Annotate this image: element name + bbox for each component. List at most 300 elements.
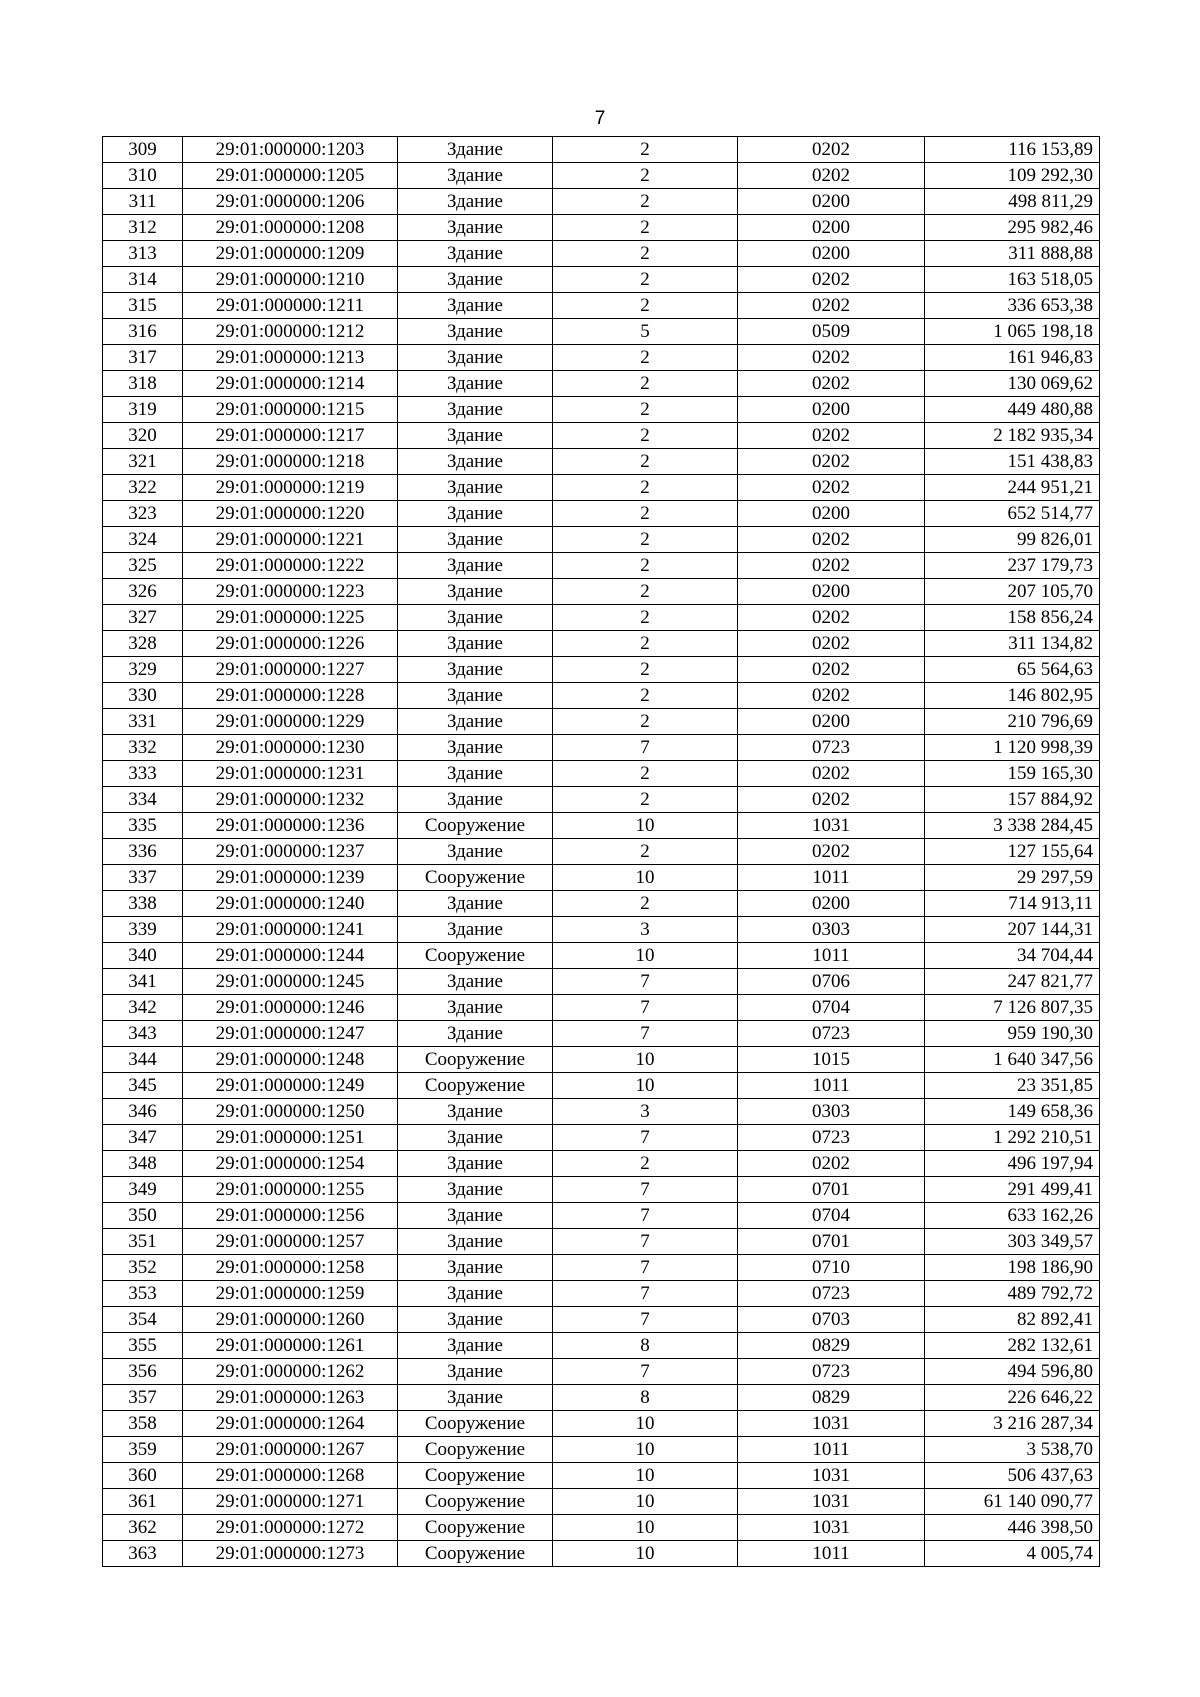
cadastral-value-cell: 336 653,38 [925,293,1100,319]
row-number-cell: 345 [103,1073,183,1099]
object-type-cell: Здание [398,1385,553,1411]
code-cell: 0202 [738,475,925,501]
cadastral-number-cell: 29:01:000000:1247 [183,1021,398,1047]
cadastral-value-cell: 61 140 090,77 [925,1489,1100,1515]
object-type-cell: Сооружение [398,1073,553,1099]
cadastral-number-cell: 29:01:000000:1203 [183,137,398,163]
cadastral-value-cell: 291 499,41 [925,1177,1100,1203]
group-cell: 2 [553,839,738,865]
cadastral-number-cell: 29:01:000000:1271 [183,1489,398,1515]
cadastral-number-cell: 29:01:000000:1240 [183,891,398,917]
object-type-cell: Здание [398,1203,553,1229]
object-type-cell: Здание [398,137,553,163]
table-row [103,969,1100,995]
cadastral-number-cell: 29:01:000000:1215 [183,397,398,423]
object-type-cell: Здание [398,735,553,761]
table-row [103,1359,1100,1385]
row-number-cell: 354 [103,1307,183,1333]
cadastral-number-cell: 29:01:000000:1250 [183,1099,398,1125]
group-cell: 2 [553,657,738,683]
group-cell: 2 [553,631,738,657]
table-row [103,1515,1100,1541]
cadastral-value-cell: 146 802,95 [925,683,1100,709]
row-number-cell: 350 [103,1203,183,1229]
table-row [103,163,1100,189]
cadastral-number-cell: 29:01:000000:1231 [183,761,398,787]
cadastral-value-cell: 158 856,24 [925,605,1100,631]
row-number-cell: 359 [103,1437,183,1463]
code-cell: 1031 [738,813,925,839]
code-cell: 0202 [738,163,925,189]
table-row [103,735,1100,761]
registry-table-body [103,137,1100,1567]
group-cell: 2 [553,449,738,475]
cadastral-value-cell: 3 338 284,45 [925,813,1100,839]
code-cell: 0202 [738,371,925,397]
row-number-cell: 333 [103,761,183,787]
code-cell: 0723 [738,735,925,761]
cadastral-number-cell: 29:01:000000:1263 [183,1385,398,1411]
cadastral-value-cell: 226 646,22 [925,1385,1100,1411]
cadastral-value-cell: 1 120 998,39 [925,735,1100,761]
cadastral-number-cell: 29:01:000000:1241 [183,917,398,943]
cadastral-number-cell: 29:01:000000:1261 [183,1333,398,1359]
group-cell: 2 [553,423,738,449]
code-cell: 0200 [738,189,925,215]
code-cell: 0723 [738,1359,925,1385]
cadastral-number-cell: 29:01:000000:1214 [183,371,398,397]
table-row [103,1255,1100,1281]
table-row [103,995,1100,1021]
object-type-cell: Здание [398,1307,553,1333]
cadastral-number-cell: 29:01:000000:1229 [183,709,398,735]
cadastral-number-cell: 29:01:000000:1257 [183,1229,398,1255]
cadastral-number-cell: 29:01:000000:1237 [183,839,398,865]
cadastral-number-cell: 29:01:000000:1259 [183,1281,398,1307]
table-row [103,1541,1100,1567]
table-row [103,1151,1100,1177]
table-row [103,579,1100,605]
registry-table [102,136,1100,1567]
cadastral-value-cell: 1 065 198,18 [925,319,1100,345]
cadastral-value-cell: 489 792,72 [925,1281,1100,1307]
group-cell: 10 [553,1073,738,1099]
cadastral-number-cell: 29:01:000000:1205 [183,163,398,189]
object-type-cell: Здание [398,1177,553,1203]
table-row [103,553,1100,579]
cadastral-number-cell: 29:01:000000:1246 [183,995,398,1021]
group-cell: 2 [553,501,738,527]
row-number-cell: 339 [103,917,183,943]
row-number-cell: 322 [103,475,183,501]
group-cell: 8 [553,1333,738,1359]
cadastral-value-cell: 99 826,01 [925,527,1100,553]
table-row [103,839,1100,865]
row-number-cell: 332 [103,735,183,761]
table-row [103,787,1100,813]
cadastral-value-cell: 633 162,26 [925,1203,1100,1229]
table-row [103,345,1100,371]
table-row [103,267,1100,293]
table-row [103,943,1100,969]
cadastral-number-cell: 29:01:000000:1209 [183,241,398,267]
cadastral-value-cell: 207 105,70 [925,579,1100,605]
row-number-cell: 348 [103,1151,183,1177]
row-number-cell: 313 [103,241,183,267]
group-cell: 2 [553,397,738,423]
cadastral-number-cell: 29:01:000000:1210 [183,267,398,293]
table-row [103,397,1100,423]
table-row [103,189,1100,215]
group-cell: 2 [553,709,738,735]
row-number-cell: 363 [103,1541,183,1567]
code-cell: 0200 [738,241,925,267]
cadastral-value-cell: 210 796,69 [925,709,1100,735]
cadastral-value-cell: 237 179,73 [925,553,1100,579]
row-number-cell: 317 [103,345,183,371]
cadastral-number-cell: 29:01:000000:1228 [183,683,398,709]
table-row [103,1437,1100,1463]
cadastral-number-cell: 29:01:000000:1213 [183,345,398,371]
group-cell: 2 [553,553,738,579]
cadastral-number-cell: 29:01:000000:1239 [183,865,398,891]
cadastral-number-cell: 29:01:000000:1217 [183,423,398,449]
table-row [103,371,1100,397]
group-cell: 2 [553,891,738,917]
cadastral-value-cell: 157 884,92 [925,787,1100,813]
group-cell: 7 [553,735,738,761]
object-type-cell: Здание [398,839,553,865]
code-cell: 0202 [738,787,925,813]
table-row [103,1307,1100,1333]
table-row [103,1333,1100,1359]
object-type-cell: Здание [398,1125,553,1151]
table-row [103,319,1100,345]
cadastral-value-cell: 3 538,70 [925,1437,1100,1463]
group-cell: 2 [553,579,738,605]
object-type-cell: Сооружение [398,813,553,839]
group-cell: 10 [553,1541,738,1567]
cadastral-number-cell: 29:01:000000:1262 [183,1359,398,1385]
object-type-cell: Сооружение [398,1047,553,1073]
code-cell: 0202 [738,761,925,787]
group-cell: 10 [553,1463,738,1489]
row-number-cell: 328 [103,631,183,657]
code-cell: 0202 [738,683,925,709]
code-cell: 1031 [738,1411,925,1437]
table-row [103,527,1100,553]
table-row [103,423,1100,449]
table-row [103,605,1100,631]
cadastral-value-cell: 163 518,05 [925,267,1100,293]
cadastral-value-cell: 959 190,30 [925,1021,1100,1047]
code-cell: 0706 [738,969,925,995]
row-number-cell: 352 [103,1255,183,1281]
code-cell: 0200 [738,397,925,423]
code-cell: 0202 [738,137,925,163]
table-row [103,215,1100,241]
code-cell: 0723 [738,1281,925,1307]
object-type-cell: Сооружение [398,1489,553,1515]
object-type-cell: Здание [398,891,553,917]
cadastral-number-cell: 29:01:000000:1232 [183,787,398,813]
code-cell: 1031 [738,1463,925,1489]
group-cell: 2 [553,761,738,787]
object-type-cell: Сооружение [398,943,553,969]
group-cell: 7 [553,1281,738,1307]
group-cell: 3 [553,917,738,943]
object-type-cell: Здание [398,631,553,657]
cadastral-value-cell: 3 216 287,34 [925,1411,1100,1437]
group-cell: 2 [553,293,738,319]
object-type-cell: Здание [398,319,553,345]
object-type-cell: Здание [398,969,553,995]
cadastral-number-cell: 29:01:000000:1219 [183,475,398,501]
row-number-cell: 335 [103,813,183,839]
object-type-cell: Сооружение [398,1541,553,1567]
group-cell: 7 [553,969,738,995]
cadastral-value-cell: 116 153,89 [925,137,1100,163]
table-row [103,501,1100,527]
group-cell: 5 [553,319,738,345]
code-cell: 0200 [738,501,925,527]
cadastral-value-cell: 82 892,41 [925,1307,1100,1333]
cadastral-value-cell: 29 297,59 [925,865,1100,891]
object-type-cell: Здание [398,449,553,475]
cadastral-value-cell: 127 155,64 [925,839,1100,865]
group-cell: 2 [553,683,738,709]
table-row [103,449,1100,475]
row-number-cell: 361 [103,1489,183,1515]
cadastral-value-cell: 207 144,31 [925,917,1100,943]
code-cell: 0200 [738,709,925,735]
group-cell: 2 [553,345,738,371]
group-cell: 7 [553,1021,738,1047]
object-type-cell: Здание [398,1333,553,1359]
row-number-cell: 329 [103,657,183,683]
row-number-cell: 362 [103,1515,183,1541]
cadastral-number-cell: 29:01:000000:1264 [183,1411,398,1437]
code-cell: 0829 [738,1333,925,1359]
object-type-cell: Здание [398,241,553,267]
table-row [103,1203,1100,1229]
cadastral-number-cell: 29:01:000000:1236 [183,813,398,839]
row-number-cell: 325 [103,553,183,579]
table-row [103,865,1100,891]
group-cell: 10 [553,943,738,969]
group-cell: 2 [553,215,738,241]
cadastral-number-cell: 29:01:000000:1221 [183,527,398,553]
cadastral-number-cell: 29:01:000000:1212 [183,319,398,345]
group-cell: 10 [553,1489,738,1515]
object-type-cell: Здание [398,423,553,449]
code-cell: 1011 [738,943,925,969]
code-cell: 1011 [738,1541,925,1567]
row-number-cell: 356 [103,1359,183,1385]
code-cell: 0202 [738,293,925,319]
cadastral-number-cell: 29:01:000000:1248 [183,1047,398,1073]
group-cell: 10 [553,813,738,839]
code-cell: 0701 [738,1177,925,1203]
cadastral-value-cell: 303 349,57 [925,1229,1100,1255]
code-cell: 0202 [738,839,925,865]
cadastral-value-cell: 34 704,44 [925,943,1100,969]
cadastral-value-cell: 4 005,74 [925,1541,1100,1567]
row-number-cell: 319 [103,397,183,423]
cadastral-value-cell: 247 821,77 [925,969,1100,995]
cadastral-number-cell: 29:01:000000:1211 [183,293,398,319]
group-cell: 7 [553,1359,738,1385]
group-cell: 2 [553,787,738,813]
table-row [103,1463,1100,1489]
object-type-cell: Здание [398,215,553,241]
object-type-cell: Здание [398,709,553,735]
row-number-cell: 324 [103,527,183,553]
code-cell: 1011 [738,1073,925,1099]
cadastral-value-cell: 714 913,11 [925,891,1100,917]
table-row [103,891,1100,917]
object-type-cell: Здание [398,501,553,527]
cadastral-value-cell: 652 514,77 [925,501,1100,527]
row-number-cell: 334 [103,787,183,813]
cadastral-value-cell: 109 292,30 [925,163,1100,189]
object-type-cell: Сооружение [398,1515,553,1541]
cadastral-number-cell: 29:01:000000:1244 [183,943,398,969]
cadastral-number-cell: 29:01:000000:1223 [183,579,398,605]
code-cell: 1031 [738,1489,925,1515]
cadastral-number-cell: 29:01:000000:1226 [183,631,398,657]
cadastral-value-cell: 23 351,85 [925,1073,1100,1099]
group-cell: 2 [553,137,738,163]
code-cell: 0723 [738,1021,925,1047]
code-cell: 0202 [738,345,925,371]
cadastral-value-cell: 282 132,61 [925,1333,1100,1359]
cadastral-number-cell: 29:01:000000:1208 [183,215,398,241]
row-number-cell: 357 [103,1385,183,1411]
table-row [103,293,1100,319]
row-number-cell: 311 [103,189,183,215]
row-number-cell: 336 [103,839,183,865]
row-number-cell: 310 [103,163,183,189]
cadastral-number-cell: 29:01:000000:1206 [183,189,398,215]
cadastral-value-cell: 161 946,83 [925,345,1100,371]
table-row [103,709,1100,735]
object-type-cell: Сооружение [398,1463,553,1489]
object-type-cell: Здание [398,683,553,709]
cadastral-value-cell: 446 398,50 [925,1515,1100,1541]
table-row [103,657,1100,683]
table-row [103,1281,1100,1307]
row-number-cell: 353 [103,1281,183,1307]
table-row [103,475,1100,501]
row-number-cell: 351 [103,1229,183,1255]
object-type-cell: Здание [398,267,553,293]
group-cell: 10 [553,1411,738,1437]
cadastral-number-cell: 29:01:000000:1245 [183,969,398,995]
row-number-cell: 309 [103,137,183,163]
row-number-cell: 340 [103,943,183,969]
cadastral-value-cell: 2 182 935,34 [925,423,1100,449]
code-cell: 0723 [738,1125,925,1151]
group-cell: 7 [553,1125,738,1151]
code-cell: 0710 [738,1255,925,1281]
code-cell: 0200 [738,891,925,917]
object-type-cell: Здание [398,761,553,787]
group-cell: 2 [553,371,738,397]
code-cell: 0704 [738,995,925,1021]
code-cell: 0303 [738,917,925,943]
code-cell: 0200 [738,579,925,605]
row-number-cell: 343 [103,1021,183,1047]
cadastral-number-cell: 29:01:000000:1222 [183,553,398,579]
cadastral-number-cell: 29:01:000000:1249 [183,1073,398,1099]
group-cell: 2 [553,475,738,501]
group-cell: 7 [553,1203,738,1229]
object-type-cell: Сооружение [398,1437,553,1463]
row-number-cell: 327 [103,605,183,631]
object-type-cell: Здание [398,397,553,423]
cadastral-value-cell: 149 658,36 [925,1099,1100,1125]
cadastral-number-cell: 29:01:000000:1227 [183,657,398,683]
object-type-cell: Здание [398,579,553,605]
group-cell: 2 [553,1151,738,1177]
group-cell: 10 [553,1437,738,1463]
row-number-cell: 312 [103,215,183,241]
code-cell: 0202 [738,657,925,683]
code-cell: 0704 [738,1203,925,1229]
table-row [103,1489,1100,1515]
cadastral-value-cell: 449 480,88 [925,397,1100,423]
table-row [103,761,1100,787]
cadastral-value-cell: 496 197,94 [925,1151,1100,1177]
group-cell: 7 [553,1255,738,1281]
group-cell: 2 [553,189,738,215]
group-cell: 7 [553,1229,738,1255]
row-number-cell: 344 [103,1047,183,1073]
row-number-cell: 323 [103,501,183,527]
cadastral-number-cell: 29:01:000000:1258 [183,1255,398,1281]
row-number-cell: 337 [103,865,183,891]
code-cell: 0202 [738,1151,925,1177]
row-number-cell: 316 [103,319,183,345]
group-cell: 7 [553,995,738,1021]
group-cell: 7 [553,1177,738,1203]
cadastral-number-cell: 29:01:000000:1218 [183,449,398,475]
code-cell: 0200 [738,215,925,241]
cadastral-number-cell: 29:01:000000:1251 [183,1125,398,1151]
row-number-cell: 342 [103,995,183,1021]
cadastral-value-cell: 151 438,83 [925,449,1100,475]
code-cell: 0202 [738,267,925,293]
cadastral-value-cell: 198 186,90 [925,1255,1100,1281]
code-cell: 1011 [738,865,925,891]
code-cell: 0202 [738,527,925,553]
code-cell: 0703 [738,1307,925,1333]
row-number-cell: 326 [103,579,183,605]
cadastral-value-cell: 65 564,63 [925,657,1100,683]
cadastral-number-cell: 29:01:000000:1267 [183,1437,398,1463]
cadastral-number-cell: 29:01:000000:1220 [183,501,398,527]
object-type-cell: Здание [398,189,553,215]
group-cell: 10 [553,1515,738,1541]
cadastral-number-cell: 29:01:000000:1230 [183,735,398,761]
row-number-cell: 358 [103,1411,183,1437]
row-number-cell: 331 [103,709,183,735]
cadastral-value-cell: 494 596,80 [925,1359,1100,1385]
table-row [103,1229,1100,1255]
row-number-cell: 338 [103,891,183,917]
table-row [103,1021,1100,1047]
